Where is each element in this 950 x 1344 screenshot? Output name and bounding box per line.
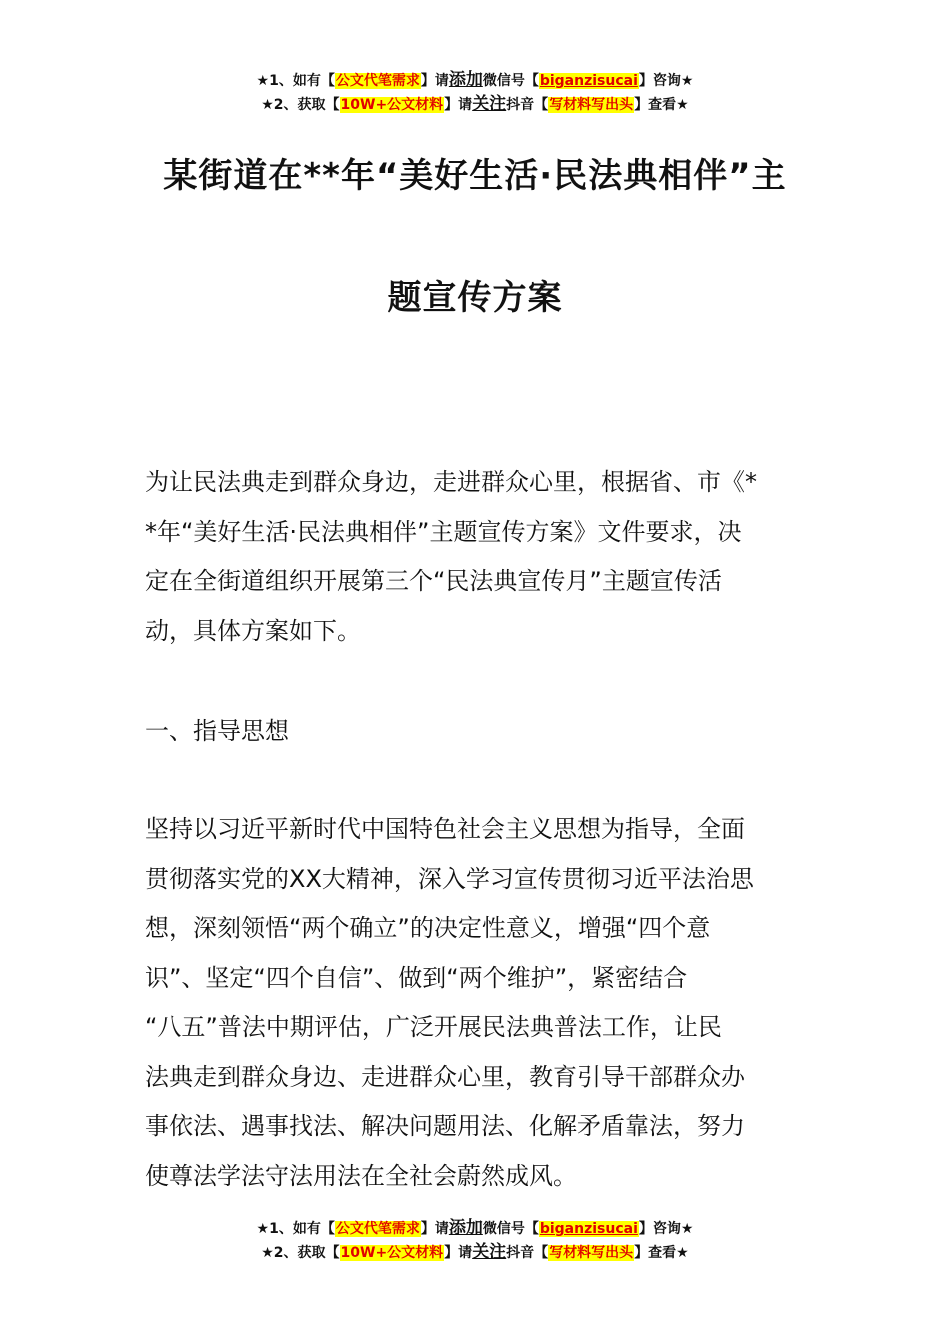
paragraph-line: 想，深刻领悟“两个确立”的决定性意义，增强“四个意 (145, 914, 711, 942)
paragraph-line: 事依法、遇事找法、解决问题用法、化解矛盾靠法，努力 (145, 1112, 745, 1140)
paragraph-line: 使尊法学法守法用法在全社会蔚然成风。 (145, 1161, 577, 1190)
banner-text: ★2、获取【 (261, 1245, 340, 1261)
paragraph-line: 法典走到群众身边、走进群众心里，教育引导干部群众办 (145, 1062, 745, 1091)
paragraph-line: 为让民法典走到群众身边，走进群众心里，根据省、市《* (145, 468, 757, 496)
paragraph-line: 坚持以习近平新时代中国特色社会主义思想为指导，全面 (145, 815, 745, 843)
paragraph-line: “八五”普法中期评估，广泛开展民法典普法工作，让民 (145, 1013, 722, 1041)
banner-text: 】请 (420, 73, 449, 89)
document-title-line-1: 某街道在**年“美好生活·民法典相伴”主 (163, 156, 787, 196)
banner-line-1 (0, 69, 950, 93)
douyin-name: 写材料写出头 (549, 1245, 634, 1261)
top-banner (0, 69, 950, 117)
paragraph-line: 贯彻落实党的XX大精神，深入学习宣传贯彻习近平法治思 (145, 864, 754, 893)
banner-underlined-text: 关注 (472, 1242, 507, 1262)
banner-underlined-text: 添加 (448, 70, 483, 90)
banner-text: 】请 (444, 1245, 473, 1261)
banner-text: ★1、如有【 (256, 1221, 335, 1237)
banner-text: 抖音【 (506, 1245, 549, 1261)
banner-text: 】查看★ (634, 1245, 689, 1261)
banner-highlight: 公文代笔需求 (335, 1221, 420, 1237)
banner-text: 】请 (420, 1221, 449, 1237)
section-heading: 一、指导思想 (145, 717, 289, 745)
banner-text: 】请 (444, 97, 473, 113)
wechat-id: biganzisucai (539, 1221, 638, 1237)
guiding-ideology-paragraph (145, 805, 810, 1201)
douyin-name: 写材料写出头 (549, 97, 634, 113)
banner-highlight: 公文代笔需求 (335, 73, 420, 89)
document-title-line-2: 题宣传方案 (387, 278, 563, 318)
intro-paragraph (145, 458, 810, 656)
wechat-id: biganzisucai (539, 73, 638, 89)
banner-line-1 (0, 1217, 950, 1241)
banner-highlight: 10W+公文材料 (340, 1245, 444, 1261)
paragraph-line: 定在全街道组织开展第三个“民法典宣传月”主题宣传活 (145, 567, 722, 595)
banner-text: 】咨询★ (638, 73, 694, 89)
banner-underlined-text: 关注 (472, 94, 507, 114)
banner-underlined-text: 添加 (448, 1218, 483, 1238)
banner-text: 微信号【 (482, 1221, 539, 1237)
banner-line-2 (0, 93, 950, 117)
banner-text: 微信号【 (482, 73, 539, 89)
banner-text: 】查看★ (634, 97, 689, 113)
paragraph-line: *年“美好生活·民法典相伴”主题宣传方案》文件要求，决 (145, 517, 742, 546)
banner-text: 抖音【 (506, 97, 549, 113)
bottom-banner (0, 1217, 950, 1265)
banner-text: 】咨询★ (638, 1221, 694, 1237)
banner-highlight: 10W+公文材料 (340, 97, 444, 113)
banner-line-2 (0, 1241, 950, 1265)
banner-text: ★2、获取【 (261, 97, 340, 113)
paragraph-line: 动，具体方案如下。 (145, 616, 361, 645)
paragraph-line: 识”、坚定“四个自信”、做到“两个维护”，紧密结合 (145, 963, 688, 992)
banner-text: ★1、如有【 (256, 73, 335, 89)
